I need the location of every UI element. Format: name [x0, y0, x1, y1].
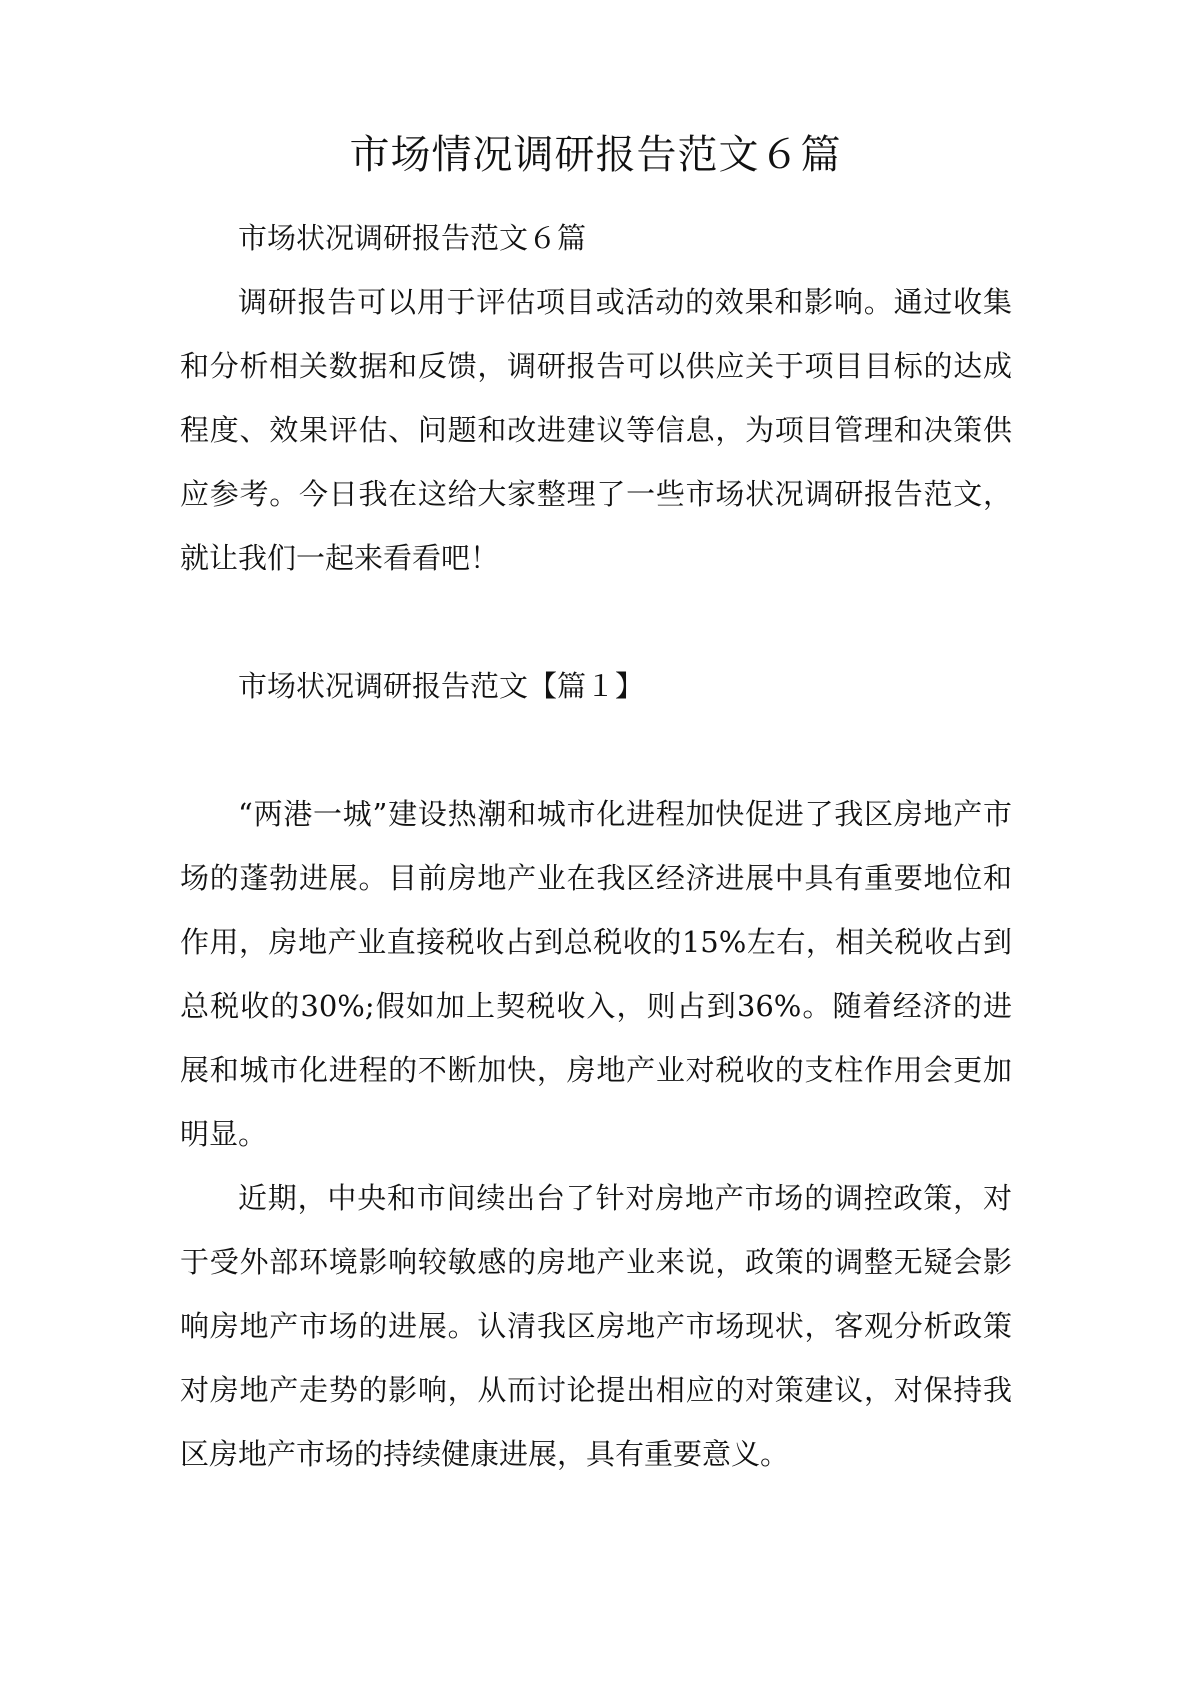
document-subtitle: 市场状况调研报告范文６篇	[238, 221, 587, 255]
body-paragraph-1: “两港一城”建设热潮和城市化进程加快促进了我区房地产市场的蓬勃进展。目前房地产业在我区经济进展中具有重要地位和作用，房地产业直接税收占到总税收的15%左右，相关税收占到总税收的30%;假如加上契税收入，则占到36%。随着经济的进展和城市化进程的不断加快，房地产业对税收的支柱作用会更加明显。	[180, 797, 1012, 1151]
blank-line	[180, 590, 1012, 654]
document-body	[180, 206, 1012, 1486]
body-paragraph-2: 近期，中央和市间续出台了针对房地产市场的调控政策，对于受外部环境影响较敏感的房地产业来说，政策的调整无疑会影响房地产市场的进展。认清我区房地产市场现状，客观分析政策对房地产走势的影响，从而讨论提出相应的对策建议，对保持我区房地产市场的持续健康进展，具有重要意义。	[180, 1181, 1012, 1471]
intro-paragraph: 调研报告可以用于评估项目或活动的效果和影响。通过收集和分析相关数据和反馈，调研报告可以供应关于项目目标的达成程度、效果评估、问题和改进建议等信息，为项目管理和决策供应参考。今日我在这给大家整理了一些市场状况调研报告范文，就让我们一起来看看吧！	[180, 285, 1012, 575]
section-heading-1: 市场状况调研报告范文【篇１】	[238, 669, 645, 703]
blank-line	[180, 718, 1012, 782]
document-title: 市场情况调研报告范文６篇	[349, 132, 842, 178]
